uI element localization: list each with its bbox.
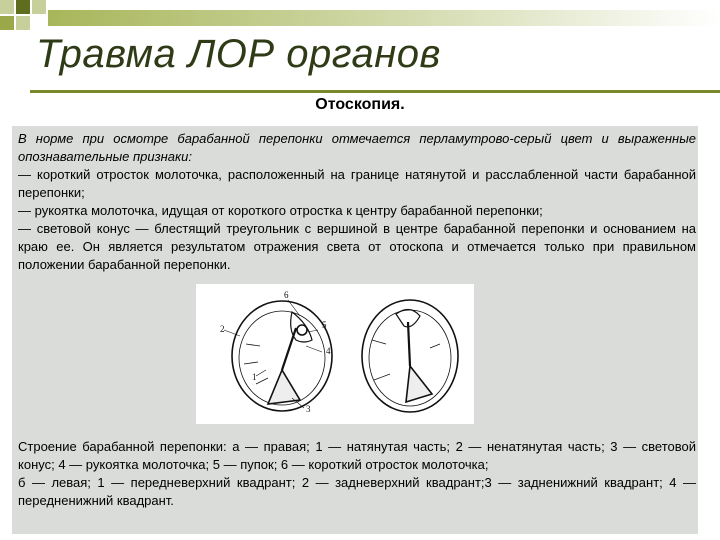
top-bar bbox=[48, 10, 720, 26]
caption-line-1: Строение барабанной перепонки: а — правая; 1 — натянутая часть; 2 — ненатянутая часть; 3 — световой конус; 4 — рукоятка молоточка; 5 — пупок; 6 — короткий отросток молоточка; bbox=[18, 439, 696, 472]
label-5: 5 bbox=[322, 320, 327, 330]
decor-square-5 bbox=[32, 0, 46, 14]
decor-square-4 bbox=[16, 16, 30, 30]
subtitle: Отоскопия. bbox=[315, 96, 405, 113]
decor-square-3 bbox=[0, 16, 14, 30]
decor-square-1 bbox=[0, 0, 14, 14]
label-6: 6 bbox=[284, 290, 289, 300]
item-3: — световой конус — блестящий треугольник с вершиной в центре барабанной перепонки и основанием на краю ее. Он является результатом отражения света от отоскопа и отмечается только при правильном положении барабанной перепонки. bbox=[18, 221, 696, 272]
label-2: 2 bbox=[220, 324, 225, 334]
item-2: — рукоятка молоточка, идущая от короткого отростка к центру барабанной перепонки; bbox=[18, 203, 543, 218]
label-1: 1 bbox=[252, 372, 257, 382]
item-1: — короткий отросток молоточка, расположенный на границе натянутой и расслабленной части барабанной перепонки; bbox=[18, 167, 696, 200]
page-title: Травма ЛОР органов bbox=[36, 32, 441, 76]
caption-line-2: б — левая; 1 — передневерхний квадрант; 2 — задневерхний квадрант;3 — задненижний квадрант; 4 — передненижний квадрант. bbox=[18, 475, 696, 508]
body-text bbox=[18, 130, 696, 274]
eardrum-illustration bbox=[196, 284, 474, 424]
right-eardrum-drawing bbox=[362, 300, 458, 412]
caption-text bbox=[18, 438, 696, 510]
title-underline bbox=[30, 90, 720, 93]
eardrum-figure bbox=[196, 284, 474, 424]
intro-text: В норме при осмотре барабанной перепонки отмечается перламутрово-серый цвет и выраженные опознавательные признаки: bbox=[18, 131, 696, 164]
decor-square-2 bbox=[16, 0, 30, 14]
label-3: 3 bbox=[306, 404, 311, 414]
left-eardrum-drawing bbox=[232, 301, 332, 411]
label-4: 4 bbox=[326, 346, 331, 356]
